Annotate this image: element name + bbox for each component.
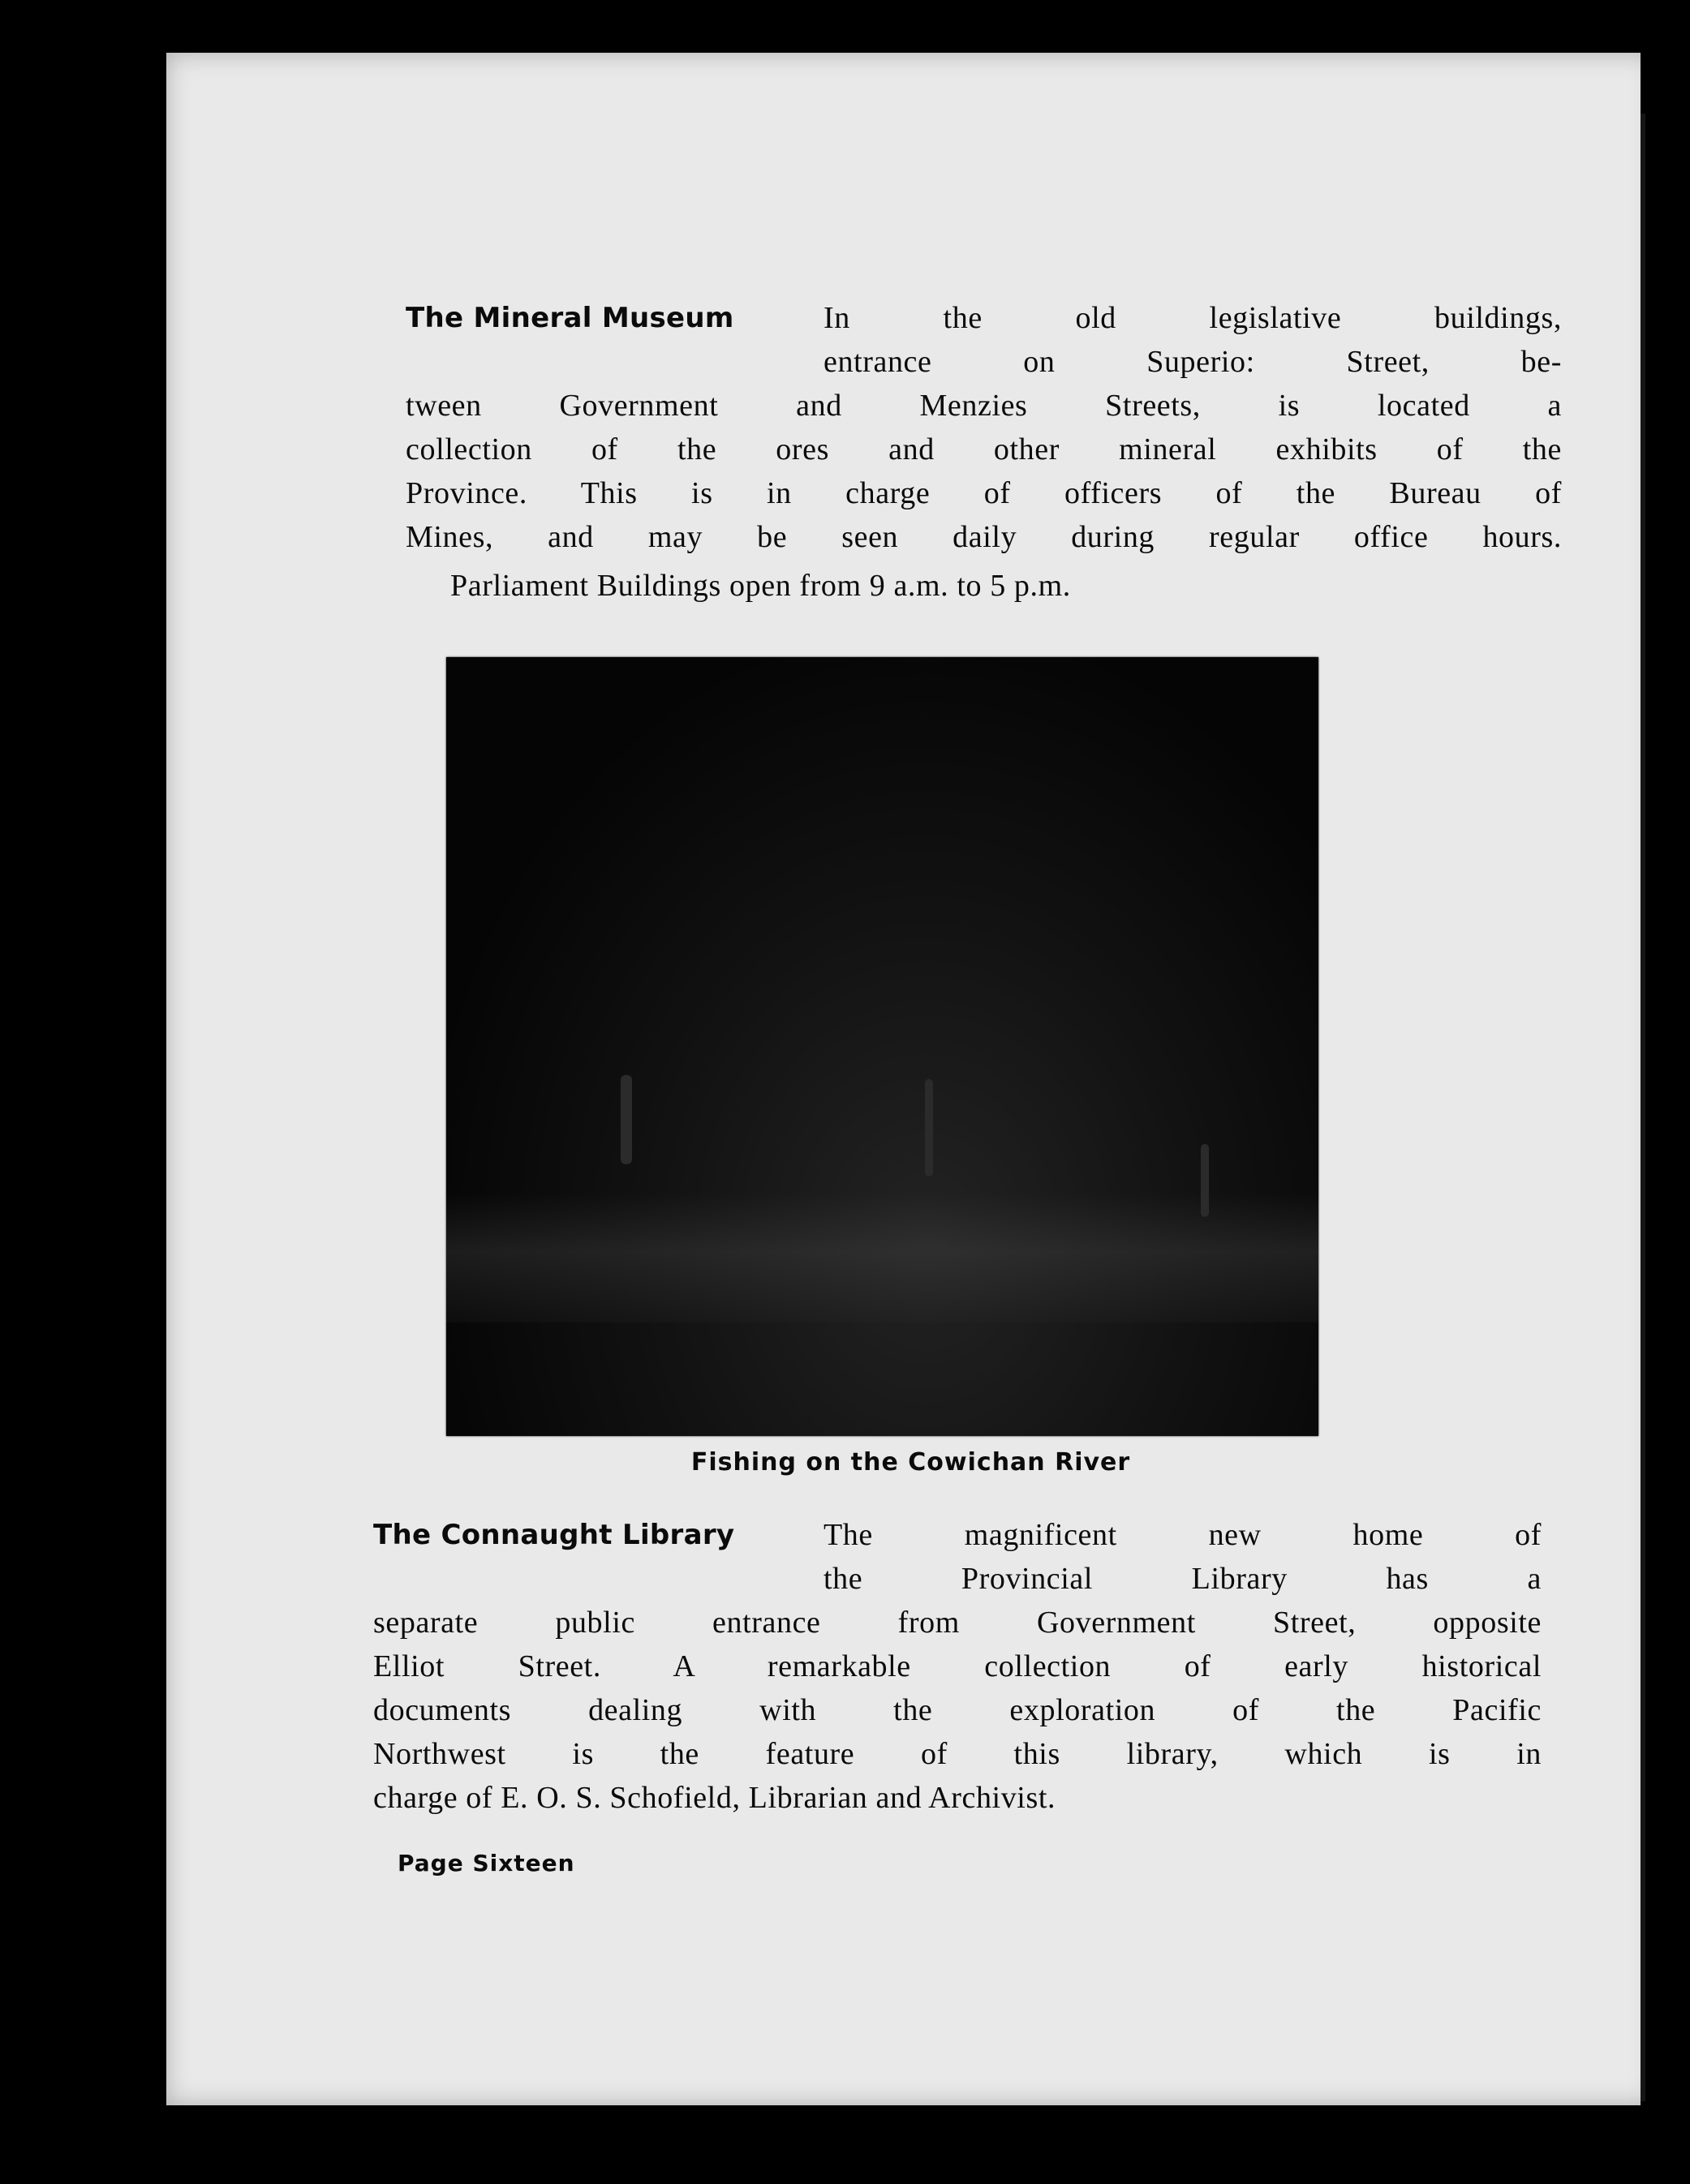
connaught-library-line: the Provincial Library has a — [823, 1562, 1542, 1596]
mineral-museum-heading: The Mineral Museum — [406, 302, 734, 334]
parliament-hours: Parliament Buildings open from 9 a.m. to 5 p.m. — [450, 569, 1071, 603]
connaught-library-line: Elliot Street. A remarkable collection of early historical — [373, 1649, 1542, 1683]
angler-figure — [925, 1079, 933, 1176]
mineral-museum-section — [406, 296, 1562, 608]
angler-figure — [621, 1075, 632, 1164]
connaught-library-section — [373, 1513, 1542, 1820]
river-photograph — [446, 657, 1318, 1436]
mineral-museum-line: Mines, and may be seen daily during regular office hours. — [406, 520, 1562, 554]
mineral-museum-line: Province. This is in charge of officers of the Bureau of — [406, 476, 1562, 510]
connaught-library-first-line: The magnificent new home of — [823, 1518, 1542, 1552]
photo-caption: Fishing on the Cowichan River — [690, 1448, 1131, 1477]
mineral-museum-first-line: In the old legislative buildings, — [823, 301, 1562, 335]
connaught-library-line: documents dealing with the exploration of the Pacific — [373, 1693, 1542, 1727]
connaught-library-line: separate public entrance from Government Street, opposite — [373, 1606, 1542, 1640]
book-spine-line — [1641, 114, 1645, 2101]
connaught-library-body — [373, 1557, 1542, 1820]
mineral-museum-line: tween Government and Menzies Streets, is located a — [406, 389, 1562, 423]
connaught-library-heading: The Connaught Library — [373, 1519, 735, 1551]
page-number: Page Sixteen — [398, 1850, 575, 1877]
connaught-library-line: Northwest is the feature of this library, which is in — [373, 1737, 1542, 1771]
angler-figure — [1201, 1144, 1209, 1217]
mineral-museum-line: entrance on Superio: Street, be- — [823, 345, 1562, 379]
mineral-museum-body — [406, 340, 1562, 559]
connaught-library-line: charge of E. O. S. Schofield, Librarian and Archivist. — [373, 1781, 1056, 1815]
mineral-museum-line: collection of the ores and other mineral exhibits of the — [406, 432, 1562, 466]
document-page — [166, 53, 1655, 2105]
